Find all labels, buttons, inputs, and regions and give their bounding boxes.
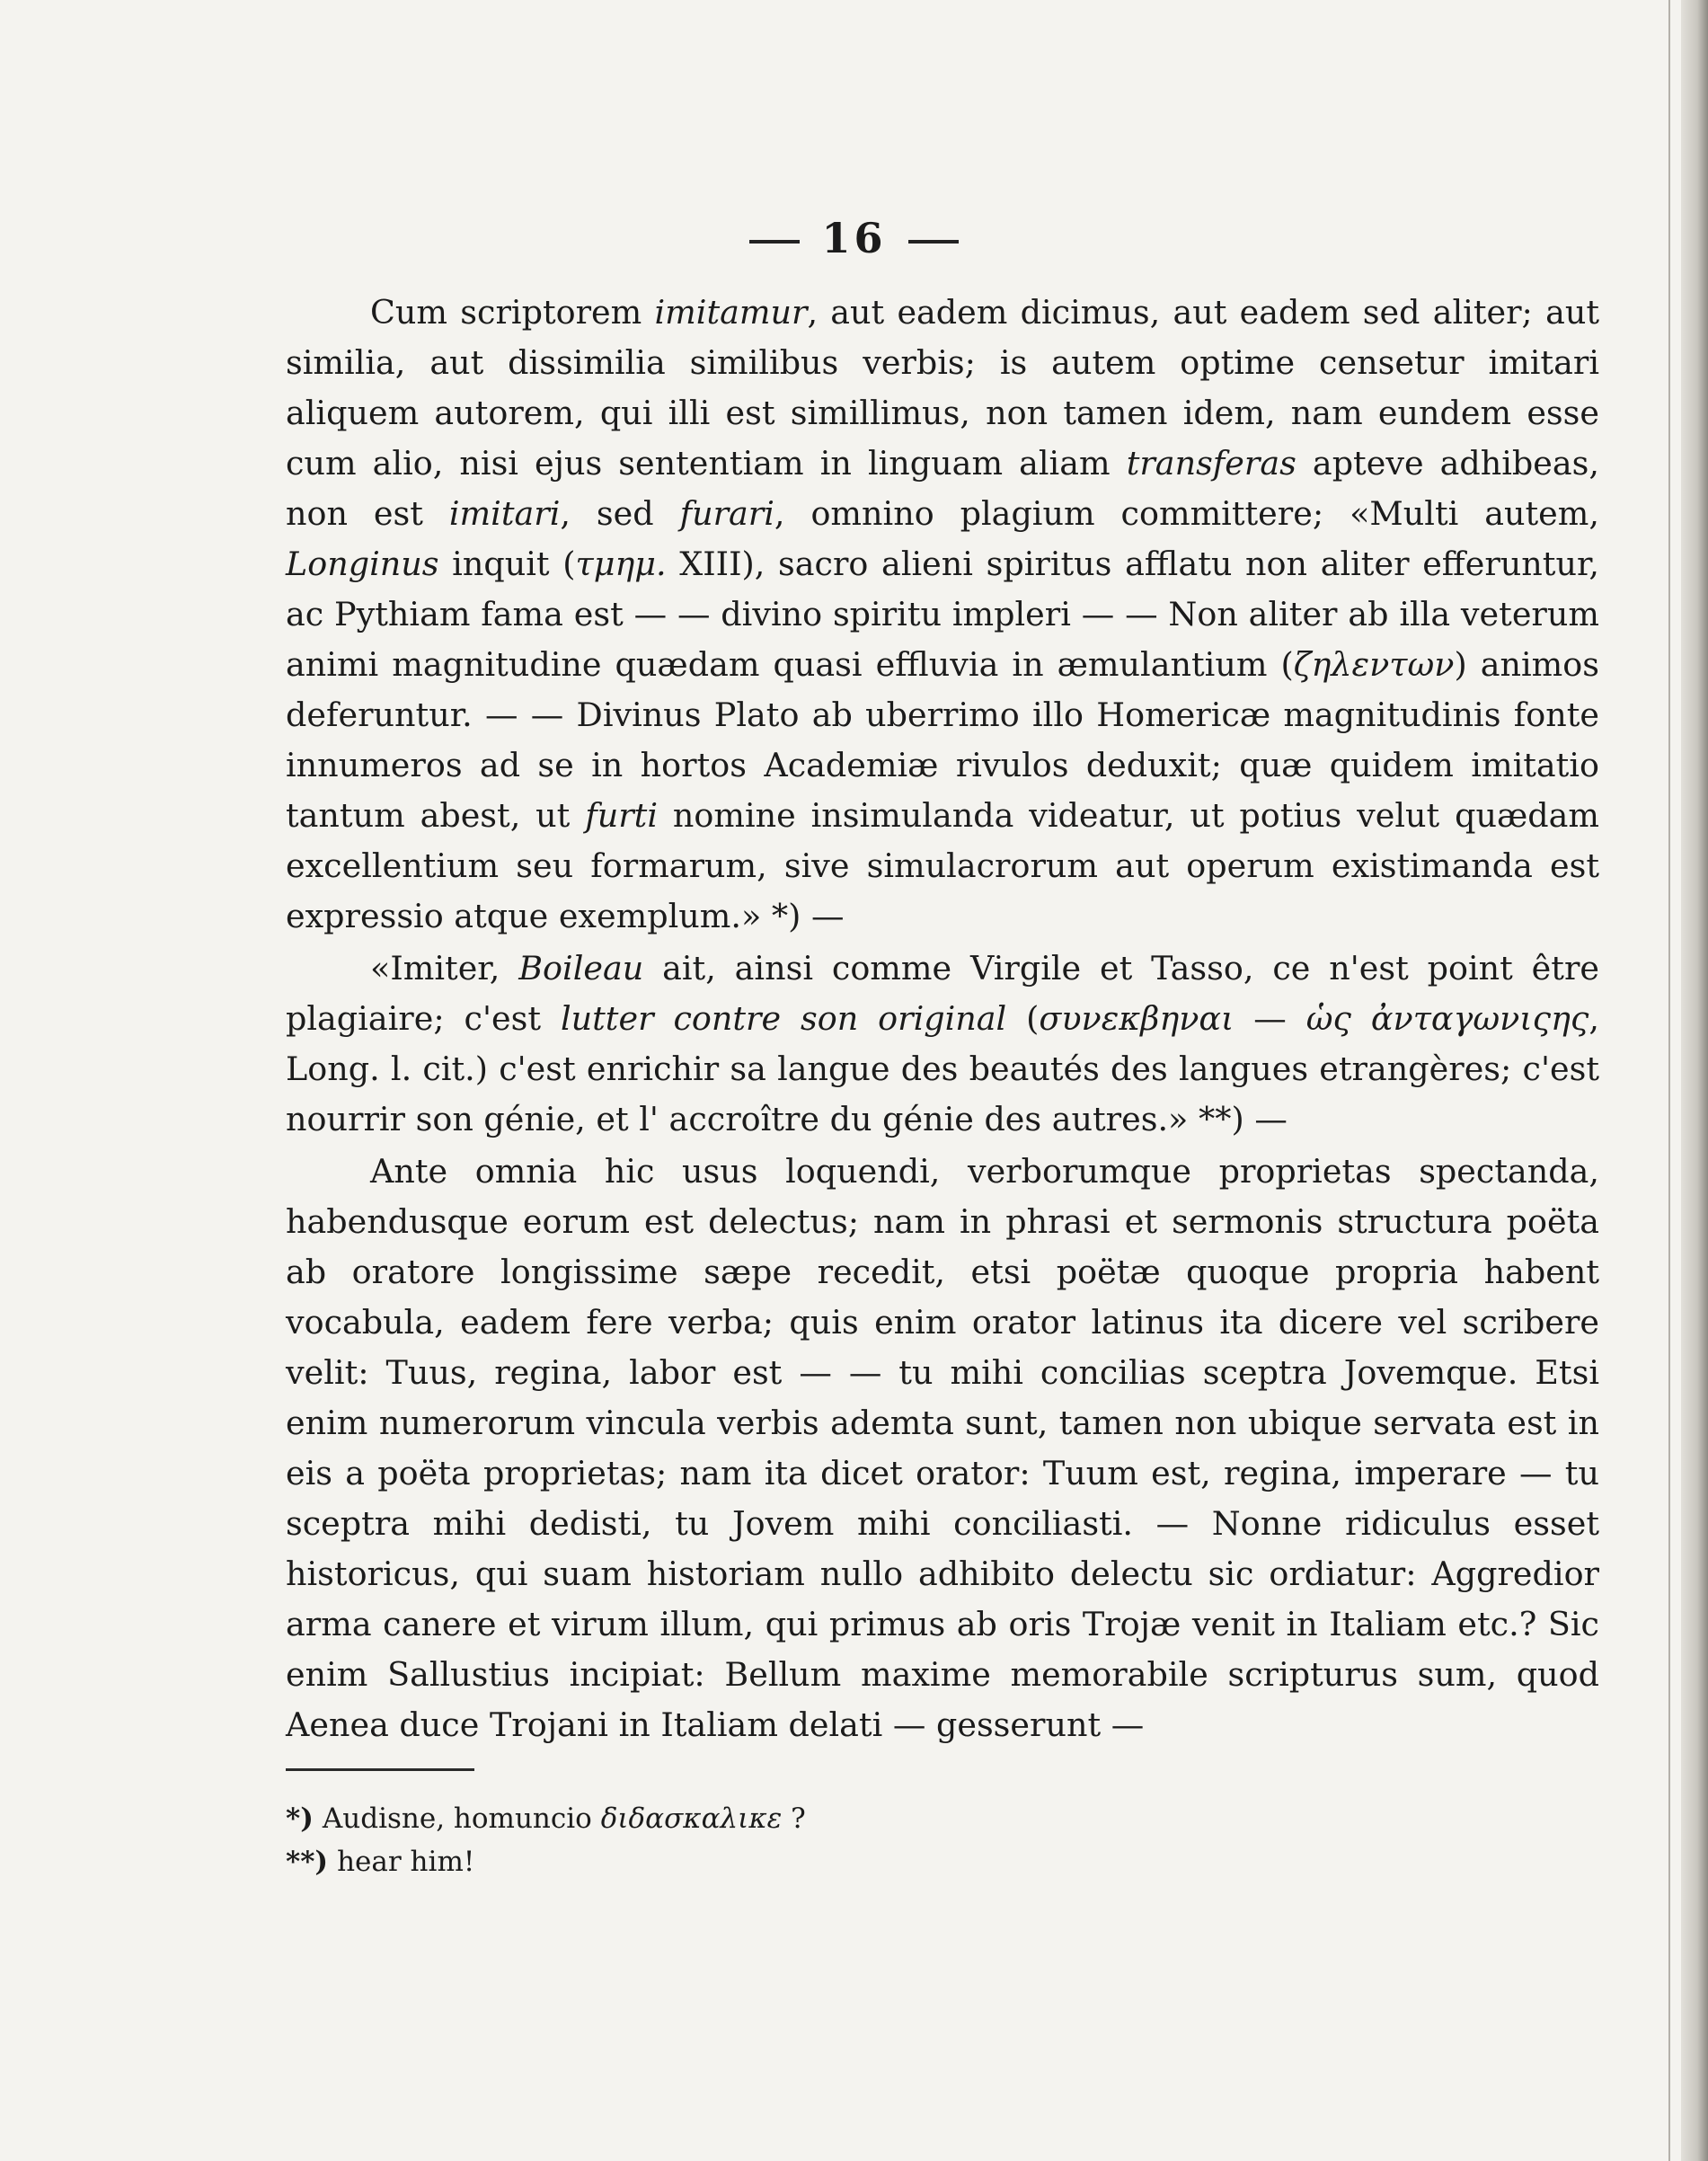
text-run: ( <box>1006 999 1040 1038</box>
footnote-mark: *) <box>286 1802 314 1835</box>
text-run: , omnino plagium committere; «Multi autem, <box>774 494 1599 533</box>
italic-run: furari <box>679 494 774 533</box>
text-run: , aut eadem dicimus, aut eadem sed aliter; aut similia, aut dissimilia similibus verbis; is autem optime censetur imitari aliquem autorem, qui illi est simillimus, non tamen idem, nam eundem esse cum alio, nisi ejus sententiam in linguam aliam <box>286 293 1600 483</box>
italic-run: ὡς ἀνταγωνιςης <box>1305 999 1589 1038</box>
footnote-end: ? <box>791 1802 806 1835</box>
footnote-greek: διδασκαλικε <box>600 1802 783 1835</box>
italic-run: Longinus <box>286 545 439 583</box>
footnotes <box>286 1797 1364 1883</box>
text-run: , Long. l. cit.) c'est enrichir sa langue des beautés des langues etrangères; c'est nourrir son génie, et l' accroître du génie des autres.» **) — <box>286 999 1599 1138</box>
text-run: Cum scriptorem <box>370 293 655 332</box>
footnote-text: hear him! <box>337 1846 475 1878</box>
text-run: — <box>1234 999 1306 1038</box>
footnote-1 <box>286 1797 1364 1840</box>
page-number-dash-right <box>908 240 959 244</box>
italic-run: imitari <box>448 494 561 533</box>
page-edge <box>1681 0 1708 2161</box>
text-run: XIII), sacro alieni spiritus afflatu non aliter efferuntur, ac Pythiam fama est — — divino spiritu impleri — — Non aliter ab illa veterum animi magnitudine quædam quasi effluvia in æmulantium ( <box>286 545 1600 684</box>
italic-run: transferas <box>1126 444 1296 483</box>
text-run: ) animos deferuntur. — — Divinus Plato ab uberrimo illo Homericæ magnitudinis fonte innumeros ad se in hortos Academiæ rivulos deduxit; quæ quidem imitatio tantum abest, ut <box>286 645 1599 835</box>
text-run: inquit ( <box>438 545 576 583</box>
footnote-rule <box>286 1768 474 1771</box>
text-run: , sed <box>560 494 680 533</box>
italic-run: τμημ. <box>575 545 667 583</box>
page-gutter-line <box>1668 0 1670 2161</box>
italic-run: imitamur <box>654 293 808 332</box>
footnote-text: Audisne, homuncio <box>322 1802 592 1835</box>
page-number <box>0 214 1708 262</box>
paragraph-1 <box>286 288 1599 942</box>
page-number-dash-left <box>749 240 800 244</box>
footnote-mark: **) <box>286 1846 329 1878</box>
italic-run: ζηλεντων <box>1293 645 1455 684</box>
footnote-2 <box>286 1840 1364 1883</box>
body-text <box>286 288 1599 1750</box>
page-number-value: 16 <box>821 214 887 262</box>
italic-run: συνεκβηναι <box>1039 999 1235 1038</box>
text-run: apteve adhibeas, non est <box>286 444 1599 533</box>
paragraph-2 <box>286 943 1599 1145</box>
italic-run: lutter contre son original <box>560 999 1007 1038</box>
italic-run: furti <box>585 796 659 835</box>
text-run: ait, ainsi comme Virgile et Tasso, ce n'est point être plagiaire; c'est <box>286 949 1599 1038</box>
paragraph-3 <box>286 1147 1599 1750</box>
text-run: «Imiter, <box>370 949 519 988</box>
text-run: Ante omnia hic usus loquendi, verborumque proprietas spectanda, habendusque eorum est delectus; nam in phrasi et sermonis structura poëta ab oratore longissime sæpe recedit, etsi poëtæ quoque propria habent vocabula, eadem fere verba; quis enim orator latinus ita dicere vel scribere velit: Tuus, regina, labor est — — tu mihi concilias sceptra Jovemque. Etsi enim numerorum vincula verbis ademta sunt, tamen non ubique servata est in eis a poëta proprietas; nam ita dicet orator: Tuum est, regina, imperare — tu sceptra mihi dedisti, tu Jovem mihi conciliasti. — Nonne ridiculus esset historicus, qui suam historiam nullo adhibito delectu sic ordiatur: Aggredior arma canere et virum illum, qui primus ab oris Trojæ venit in Italiam etc.? Sic enim Sallustius incipiat: Bellum maxime memorabile scripturus sum, quod Aenea duce Trojani in Italiam delati — gesserunt — <box>286 1152 1599 1744</box>
italic-run: Boileau <box>518 949 644 988</box>
text-run: nomine insimulanda videatur, ut potius velut quædam excellentium seu formarum, sive simulacrorum aut operum existimanda est expressio atque exemplum.» *) — <box>286 796 1599 935</box>
